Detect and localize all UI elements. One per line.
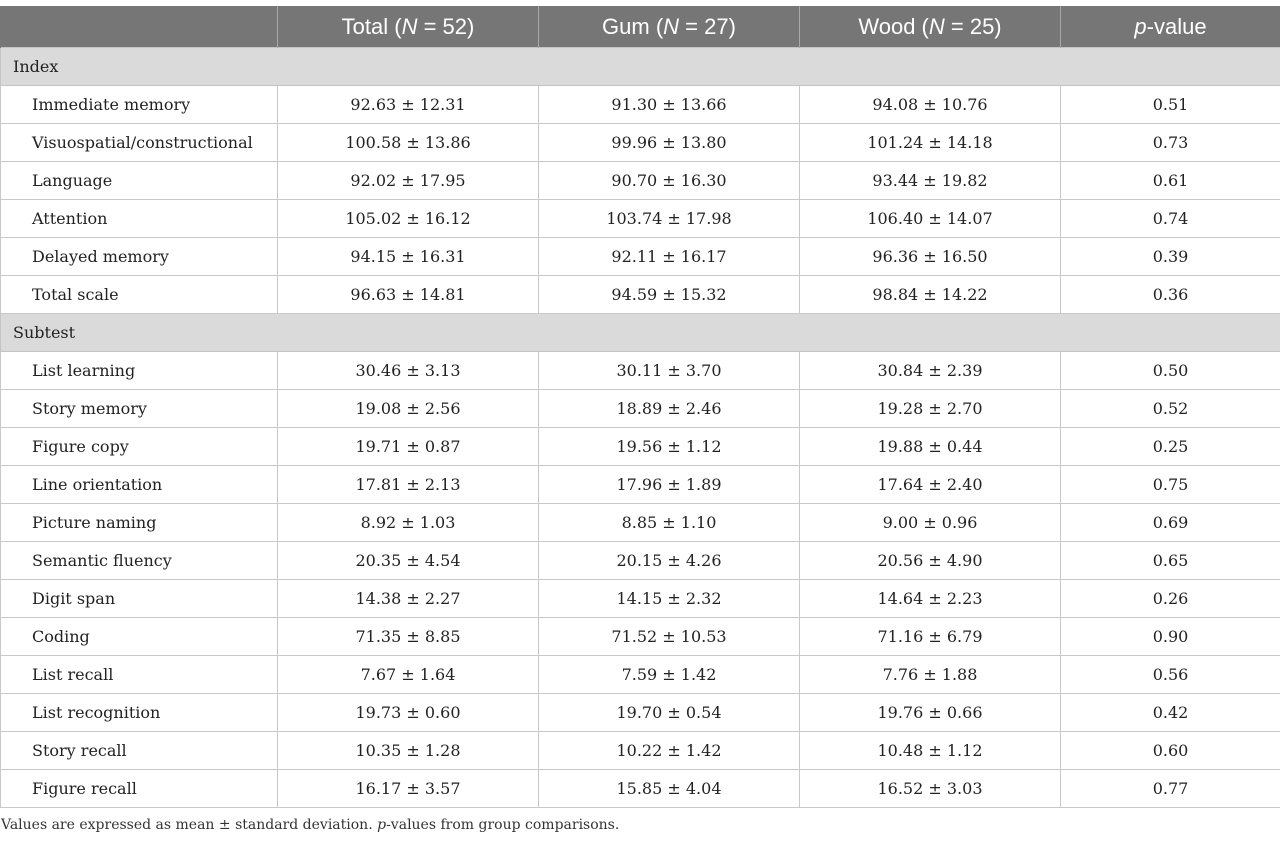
header-gum-n: N	[663, 13, 680, 39]
row-label: Digit span	[1, 580, 278, 618]
table-row	[1, 770, 1280, 808]
cell-p-value: 0.56	[1061, 656, 1280, 694]
cell-p-value: 0.77	[1061, 770, 1280, 808]
cell-gum: 71.52 ± 10.53	[539, 618, 800, 656]
cell-total: 96.63 ± 14.81	[278, 276, 539, 314]
cell-p-value: 0.51	[1061, 86, 1280, 124]
cell-p-value: 0.36	[1061, 276, 1280, 314]
table-row	[1, 276, 1280, 314]
row-label: Coding	[1, 618, 278, 656]
cell-gum: 92.11 ± 16.17	[539, 238, 800, 276]
cell-p-value: 0.52	[1061, 390, 1280, 428]
cell-p-value: 0.42	[1061, 694, 1280, 732]
header-row	[1, 6, 1280, 48]
cell-gum: 30.11 ± 3.70	[539, 352, 800, 390]
section-row	[1, 314, 1280, 352]
cell-gum: 90.70 ± 16.30	[539, 162, 800, 200]
cell-gum: 20.15 ± 4.26	[539, 542, 800, 580]
row-label: Story recall	[1, 732, 278, 770]
row-label: Figure recall	[1, 770, 278, 808]
cell-p-value: 0.39	[1061, 238, 1280, 276]
section-title: Index	[1, 48, 1280, 86]
row-label: Immediate memory	[1, 86, 278, 124]
cell-wood: 19.76 ± 0.66	[800, 694, 1061, 732]
cell-total: 14.38 ± 2.27	[278, 580, 539, 618]
table-row	[1, 124, 1280, 162]
section-title: Subtest	[1, 314, 1280, 352]
footnote-text-1: Values are expressed as mean ± standard deviation.	[1, 817, 378, 833]
table-row	[1, 390, 1280, 428]
cell-total: 10.35 ± 1.28	[278, 732, 539, 770]
row-label: Line orientation	[1, 466, 278, 504]
cell-wood: 101.24 ± 14.18	[800, 124, 1061, 162]
cell-wood: 94.08 ± 10.76	[800, 86, 1061, 124]
cell-total: 100.58 ± 13.86	[278, 124, 539, 162]
cell-wood: 98.84 ± 14.22	[800, 276, 1061, 314]
header-total	[278, 6, 539, 48]
cell-wood: 93.44 ± 19.82	[800, 162, 1061, 200]
cell-p-value: 0.75	[1061, 466, 1280, 504]
cell-gum: 15.85 ± 4.04	[539, 770, 800, 808]
cell-total: 20.35 ± 4.54	[278, 542, 539, 580]
row-label: Language	[1, 162, 278, 200]
results-table-container	[0, 6, 1280, 808]
cell-total: 7.67 ± 1.64	[278, 656, 539, 694]
cell-total: 19.73 ± 0.60	[278, 694, 539, 732]
cell-total: 105.02 ± 16.12	[278, 200, 539, 238]
row-label: Picture naming	[1, 504, 278, 542]
header-gum	[539, 6, 800, 48]
table-row	[1, 86, 1280, 124]
table-row	[1, 466, 1280, 504]
row-label: Semantic fluency	[1, 542, 278, 580]
cell-gum: 99.96 ± 13.80	[539, 124, 800, 162]
header-p: p	[1134, 13, 1147, 39]
footnote-text-2: -values from group comparisons.	[386, 817, 620, 833]
table-row	[1, 580, 1280, 618]
table-header	[1, 6, 1280, 48]
table-body	[1, 48, 1280, 808]
cell-total: 8.92 ± 1.03	[278, 504, 539, 542]
table-row	[1, 238, 1280, 276]
header-gum-suffix: = 27)	[679, 13, 736, 39]
cell-total: 19.71 ± 0.87	[278, 428, 539, 466]
cell-gum: 14.15 ± 2.32	[539, 580, 800, 618]
table-row	[1, 542, 1280, 580]
section-row	[1, 48, 1280, 86]
cell-p-value: 0.50	[1061, 352, 1280, 390]
table-row	[1, 618, 1280, 656]
cell-wood: 20.56 ± 4.90	[800, 542, 1061, 580]
row-label: Figure copy	[1, 428, 278, 466]
cell-p-value: 0.74	[1061, 200, 1280, 238]
table-footnote	[1, 817, 619, 833]
header-wood-suffix: = 25)	[944, 13, 1002, 39]
cell-wood: 71.16 ± 6.79	[800, 618, 1061, 656]
header-measure	[1, 6, 278, 48]
cell-wood: 106.40 ± 14.07	[800, 200, 1061, 238]
cell-p-value: 0.69	[1061, 504, 1280, 542]
header-total-n: N	[401, 13, 418, 39]
header-gum-prefix: Gum (	[602, 13, 664, 39]
cell-total: 30.46 ± 3.13	[278, 352, 539, 390]
cell-wood: 19.88 ± 0.44	[800, 428, 1061, 466]
results-table	[0, 6, 1280, 808]
cell-wood: 17.64 ± 2.40	[800, 466, 1061, 504]
cell-total: 94.15 ± 16.31	[278, 238, 539, 276]
cell-p-value: 0.26	[1061, 580, 1280, 618]
row-label: Total scale	[1, 276, 278, 314]
cell-gum: 18.89 ± 2.46	[539, 390, 800, 428]
cell-gum: 10.22 ± 1.42	[539, 732, 800, 770]
cell-total: 71.35 ± 8.85	[278, 618, 539, 656]
cell-p-value: 0.65	[1061, 542, 1280, 580]
cell-gum: 19.56 ± 1.12	[539, 428, 800, 466]
cell-p-value: 0.61	[1061, 162, 1280, 200]
table-row	[1, 428, 1280, 466]
cell-total: 92.02 ± 17.95	[278, 162, 539, 200]
cell-p-value: 0.60	[1061, 732, 1280, 770]
cell-wood: 19.28 ± 2.70	[800, 390, 1061, 428]
cell-total: 92.63 ± 12.31	[278, 86, 539, 124]
row-label: Attention	[1, 200, 278, 238]
cell-total: 17.81 ± 2.13	[278, 466, 539, 504]
cell-total: 16.17 ± 3.57	[278, 770, 539, 808]
row-label: Delayed memory	[1, 238, 278, 276]
cell-gum: 19.70 ± 0.54	[539, 694, 800, 732]
table-row	[1, 656, 1280, 694]
cell-wood: 14.64 ± 2.23	[800, 580, 1061, 618]
header-total-suffix: = 52)	[417, 13, 475, 39]
cell-wood: 9.00 ± 0.96	[800, 504, 1061, 542]
cell-wood: 16.52 ± 3.03	[800, 770, 1061, 808]
table-row	[1, 504, 1280, 542]
table-row	[1, 200, 1280, 238]
row-label: List learning	[1, 352, 278, 390]
cell-wood: 96.36 ± 16.50	[800, 238, 1061, 276]
cell-p-value: 0.73	[1061, 124, 1280, 162]
row-label: List recognition	[1, 694, 278, 732]
row-label: List recall	[1, 656, 278, 694]
table-row	[1, 694, 1280, 732]
cell-gum: 7.59 ± 1.42	[539, 656, 800, 694]
row-label: Story memory	[1, 390, 278, 428]
cell-wood: 10.48 ± 1.12	[800, 732, 1061, 770]
cell-gum: 103.74 ± 17.98	[539, 200, 800, 238]
cell-p-value: 0.90	[1061, 618, 1280, 656]
header-p-suffix: -value	[1146, 13, 1207, 39]
cell-gum: 17.96 ± 1.89	[539, 466, 800, 504]
footnote-p: p	[377, 817, 387, 833]
table-row	[1, 732, 1280, 770]
cell-gum: 91.30 ± 13.66	[539, 86, 800, 124]
cell-wood: 7.76 ± 1.88	[800, 656, 1061, 694]
cell-gum: 94.59 ± 15.32	[539, 276, 800, 314]
header-total-prefix: Total (	[341, 13, 402, 39]
table-row	[1, 162, 1280, 200]
cell-gum: 8.85 ± 1.10	[539, 504, 800, 542]
header-wood	[800, 6, 1061, 48]
cell-wood: 30.84 ± 2.39	[800, 352, 1061, 390]
table-row	[1, 352, 1280, 390]
header-wood-prefix: Wood (	[858, 13, 929, 39]
row-label: Visuospatial/constructional	[1, 124, 278, 162]
cell-total: 19.08 ± 2.56	[278, 390, 539, 428]
header-p-value	[1061, 6, 1280, 48]
header-wood-n: N	[928, 13, 945, 39]
cell-p-value: 0.25	[1061, 428, 1280, 466]
